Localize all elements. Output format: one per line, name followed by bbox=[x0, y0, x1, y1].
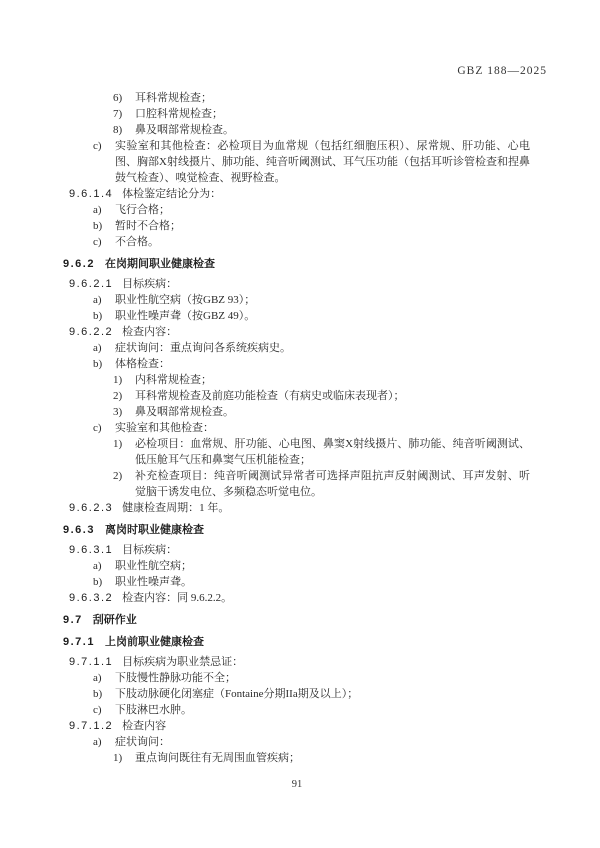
section-heading bbox=[63, 634, 530, 650]
list-item-text: 下肢淋巴水肿。 bbox=[115, 704, 192, 716]
list-item-marker: a) bbox=[93, 294, 102, 306]
clause-line bbox=[63, 186, 530, 202]
list-item bbox=[63, 340, 530, 356]
list-item-text: 鼻及咽部常规检查。 bbox=[135, 124, 234, 136]
list-item bbox=[63, 734, 530, 750]
list-item-marker: 8) bbox=[113, 124, 123, 136]
list-item-text: 职业性噪声聋。 bbox=[115, 576, 192, 588]
section-title: 刮研作业 bbox=[92, 614, 137, 626]
list-item-marker: b) bbox=[93, 310, 103, 322]
list-item-marker: b) bbox=[93, 576, 103, 588]
clause-text: 检查内容：同 9.6.2.2。 bbox=[122, 592, 233, 604]
list-item bbox=[63, 372, 530, 388]
list-item-text: 体格检查： bbox=[115, 358, 170, 370]
list-item-marker: b) bbox=[93, 358, 103, 370]
list-item bbox=[63, 702, 530, 718]
list-item bbox=[63, 218, 530, 234]
list-item-text: 口腔科常规检查； bbox=[135, 108, 223, 120]
clause-number: 9.6.2.1 bbox=[69, 278, 114, 290]
list-item-text: 实验室和其他检查：必检项目为血常规（包括红细胞压积）、尿常规、肝功能、心电图、胸部X射线摄片、肺功能、纯音听阈测试、耳气压功能（包括耳听诊管检查和捏鼻鼓气检查）、嗅觉检查、视野检查。 bbox=[115, 140, 530, 184]
clause-text: 体检鉴定结论分为： bbox=[122, 188, 222, 200]
list-item-marker: 1) bbox=[113, 374, 123, 386]
list-item bbox=[63, 356, 530, 372]
list-item-marker: 7) bbox=[113, 108, 123, 120]
list-item-text: 实验室和其他检查： bbox=[115, 422, 214, 434]
section-heading bbox=[63, 522, 530, 538]
clause-line bbox=[63, 654, 530, 670]
clause-text: 目标疾病： bbox=[122, 278, 178, 290]
list-item bbox=[63, 234, 530, 250]
section-heading bbox=[63, 612, 530, 628]
list-item-marker: c) bbox=[93, 704, 102, 716]
list-item-text: 暂时不合格； bbox=[115, 220, 181, 232]
list-item-text: 职业性噪声聋（按GBZ 49）。 bbox=[115, 310, 256, 322]
section-number: 9.7 bbox=[63, 614, 83, 626]
list-item bbox=[63, 308, 530, 324]
list-item-marker: 1) bbox=[113, 752, 123, 764]
section-heading bbox=[63, 256, 530, 272]
clause-number: 9.6.3.2 bbox=[69, 592, 114, 604]
clause-line bbox=[63, 500, 530, 516]
list-item-marker: 3) bbox=[113, 406, 123, 418]
list-item-marker: a) bbox=[93, 204, 102, 216]
list-item-text: 飞行合格； bbox=[115, 204, 170, 216]
list-item bbox=[63, 138, 530, 186]
list-item-marker: b) bbox=[93, 220, 103, 232]
list-item bbox=[63, 574, 530, 590]
list-item bbox=[63, 292, 530, 308]
section-number: 9.7.1 bbox=[63, 636, 95, 648]
list-item-text: 耳科常规检查； bbox=[135, 92, 212, 104]
list-item-text: 内科常规检查； bbox=[135, 374, 212, 386]
list-item-marker: c) bbox=[93, 140, 102, 152]
section-title: 在岗期间职业健康检查 bbox=[104, 258, 215, 270]
list-item-marker: b) bbox=[93, 688, 103, 700]
list-item-text: 职业性航空病（按GBZ 93）； bbox=[115, 294, 256, 306]
list-item bbox=[63, 468, 530, 500]
clause-line bbox=[63, 276, 530, 292]
clause-line bbox=[63, 542, 530, 558]
list-item bbox=[63, 558, 530, 574]
list-item-text: 补充检查项目：纯音听阈测试异常者可选择声阻抗声反射阈测试、耳声发射、听觉脑干诱发电位、多频稳态听觉电位。 bbox=[135, 470, 530, 498]
list-item-marker: 1) bbox=[113, 438, 123, 450]
list-item-marker: a) bbox=[93, 672, 102, 684]
list-item-marker: 2) bbox=[113, 470, 123, 482]
list-item-marker: c) bbox=[93, 236, 102, 248]
clause-line bbox=[63, 324, 530, 340]
list-item-text: 不合格。 bbox=[115, 236, 159, 248]
clause-line bbox=[63, 590, 530, 606]
clause-number: 9.6.1.4 bbox=[69, 188, 114, 200]
list-item-text: 症状询问： bbox=[115, 736, 170, 748]
list-item-text: 下肢动脉硬化闭塞症（Fontaine分期IIa期及以上）； bbox=[115, 688, 359, 700]
clause-number: 9.6.3.1 bbox=[69, 544, 114, 556]
clause-text: 目标疾病为职业禁忌证： bbox=[122, 656, 244, 668]
document-number: GBZ 188—2025 bbox=[457, 65, 547, 77]
list-item-marker: a) bbox=[93, 560, 102, 572]
list-item-text: 症状询问：重点询问各系统疾病史。 bbox=[115, 342, 291, 354]
list-item-marker: 2) bbox=[113, 390, 123, 402]
list-item-marker: 6) bbox=[113, 92, 123, 104]
list-item bbox=[63, 420, 530, 436]
clause-number: 9.7.1.1 bbox=[69, 656, 114, 668]
list-item-text: 耳科常规检查及前庭功能检查（有病史或临床表现者）； bbox=[135, 390, 405, 402]
clause-text: 检查内容 bbox=[122, 720, 167, 732]
list-item bbox=[63, 670, 530, 686]
list-item bbox=[63, 750, 530, 766]
clause-number: 9.6.2.2 bbox=[69, 326, 114, 338]
list-item-text: 重点询问既往有无周围血管疾病； bbox=[135, 752, 300, 764]
page-number: 91 bbox=[291, 779, 303, 790]
section-number: 9.6.3 bbox=[63, 524, 95, 536]
clause-text: 检查内容： bbox=[122, 326, 178, 338]
section-title: 上岗前职业健康检查 bbox=[104, 636, 204, 648]
document-body bbox=[63, 90, 530, 766]
list-item bbox=[63, 106, 530, 122]
list-item bbox=[63, 122, 530, 138]
list-item-text: 必检项目：血常规、肝功能、心电图、鼻窦X射线摄片、肺功能、纯音听阈测试、低压舱耳气压和鼻窦气压机能检查； bbox=[135, 438, 530, 466]
list-item-text: 职业性航空病； bbox=[115, 560, 192, 572]
list-item-marker: a) bbox=[93, 736, 102, 748]
list-item bbox=[63, 436, 530, 468]
list-item-marker: c) bbox=[93, 422, 102, 434]
clause-text: 目标疾病： bbox=[122, 544, 178, 556]
list-item-marker: a) bbox=[93, 342, 102, 354]
clause-text: 健康检查周期：1 年。 bbox=[122, 502, 230, 514]
list-item bbox=[63, 90, 530, 106]
clause-line bbox=[63, 718, 530, 734]
list-item-text: 下肢慢性静脉功能不全； bbox=[115, 672, 236, 684]
list-item bbox=[63, 388, 530, 404]
section-number: 9.6.2 bbox=[63, 258, 95, 270]
list-item bbox=[63, 404, 530, 420]
section-title: 离岗时职业健康检查 bbox=[104, 524, 204, 536]
clause-number: 9.6.2.3 bbox=[69, 502, 114, 514]
list-item bbox=[63, 202, 530, 218]
list-item-text: 鼻及咽部常规检查。 bbox=[135, 406, 234, 418]
clause-number: 9.7.1.2 bbox=[69, 720, 114, 732]
list-item bbox=[63, 686, 530, 702]
